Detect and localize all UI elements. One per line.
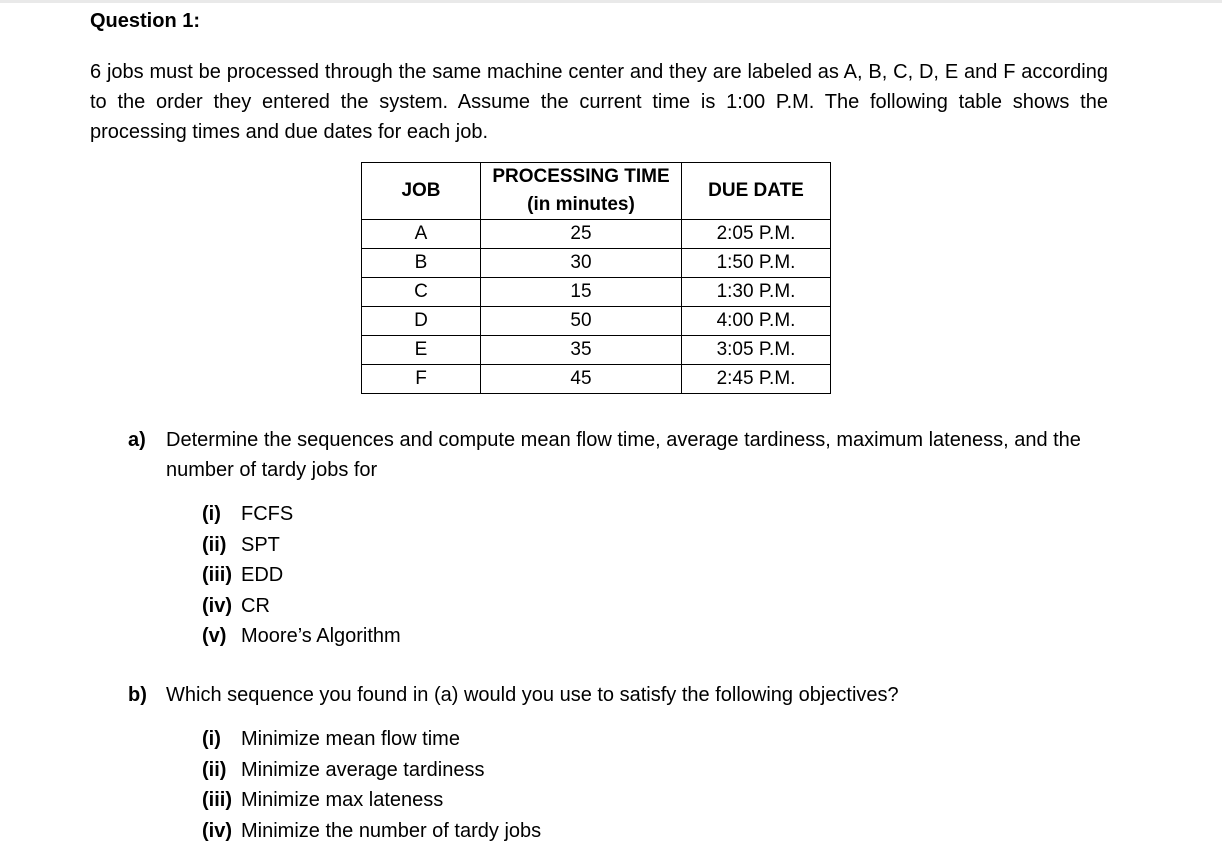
item-text: SPT — [241, 533, 280, 556]
item-number: (i) — [202, 728, 221, 750]
table-row — [362, 336, 831, 365]
cell-due: 2:45 P.M. — [682, 365, 831, 394]
header-processing-line1: PROCESSING TIME — [492, 166, 670, 187]
item-text: CR — [241, 594, 270, 617]
list-item — [202, 724, 541, 755]
cell-time: 35 — [481, 336, 682, 365]
cell-time: 50 — [481, 307, 682, 336]
list-item — [202, 530, 401, 561]
cell-due: 1:30 P.M. — [682, 278, 831, 307]
part-b-list — [202, 724, 541, 846]
part-a-list — [202, 499, 401, 652]
cell-time: 30 — [481, 249, 682, 278]
item-number: (ii) — [202, 533, 227, 556]
question-intro: 6 jobs must be processed through the same machine center and they are labeled as A, B, C, D, E and F according to the order they entered the system. Assume the current time is 1:00 P.M. The following table shows the processing times and due dates for each job. — [90, 61, 1108, 143]
item-number: (iii) — [202, 789, 232, 811]
question-title: Question 1: — [90, 10, 201, 32]
item-number: (ii) — [202, 758, 227, 781]
cell-due: 4:00 P.M. — [682, 307, 831, 336]
jobs-table — [361, 162, 831, 394]
table-row — [362, 307, 831, 336]
item-text: EDD — [241, 564, 284, 586]
cell-job: B — [362, 249, 481, 278]
cell-time: 15 — [481, 278, 682, 307]
part-a-text: Determine the sequences and compute mean flow time, average tardiness, maximum lateness, and the number of tardy jobs for — [166, 429, 1081, 481]
item-text: FCFS — [241, 503, 294, 525]
cell-job: F — [362, 365, 481, 394]
item-text: Moore’s Algorithm — [241, 625, 401, 647]
part-b-label: b) — [128, 684, 147, 706]
header-due-date: DUE DATE — [682, 163, 831, 220]
item-number: (iv) — [202, 594, 232, 617]
header-processing-line2: (in minutes) — [527, 194, 635, 215]
cell-due: 3:05 P.M. — [682, 336, 831, 365]
cell-job: E — [362, 336, 481, 365]
cell-time: 45 — [481, 365, 682, 394]
page-top-border — [0, 0, 1222, 3]
list-item — [202, 560, 401, 591]
cell-due: 1:50 P.M. — [682, 249, 831, 278]
item-text: Minimize max lateness — [241, 789, 444, 811]
item-number: (iii) — [202, 564, 232, 586]
item-number: (iv) — [202, 819, 232, 842]
item-text: Minimize average tardiness — [241, 758, 485, 781]
table-header-row — [362, 163, 831, 220]
item-text: Minimize mean flow time — [241, 728, 460, 750]
item-text: Minimize the number of tardy jobs — [241, 819, 542, 842]
cell-job: D — [362, 307, 481, 336]
table-row — [362, 365, 831, 394]
cell-job: A — [362, 220, 481, 249]
list-item — [202, 591, 401, 622]
item-number: (v) — [202, 625, 227, 647]
part-a-label: a) — [128, 429, 146, 451]
cell-time: 25 — [481, 220, 682, 249]
list-item — [202, 755, 541, 786]
header-processing-time — [481, 163, 682, 220]
cell-job: C — [362, 278, 481, 307]
table-row — [362, 278, 831, 307]
list-item — [202, 785, 541, 816]
table-row — [362, 249, 831, 278]
list-item — [202, 621, 401, 652]
cell-due: 2:05 P.M. — [682, 220, 831, 249]
list-item — [202, 499, 401, 530]
item-number: (i) — [202, 503, 221, 525]
part-b-text: Which sequence you found in (a) would you use to satisfy the following objectives? — [166, 684, 899, 706]
table-row — [362, 220, 831, 249]
header-job: JOB — [362, 163, 481, 220]
list-item — [202, 816, 541, 847]
